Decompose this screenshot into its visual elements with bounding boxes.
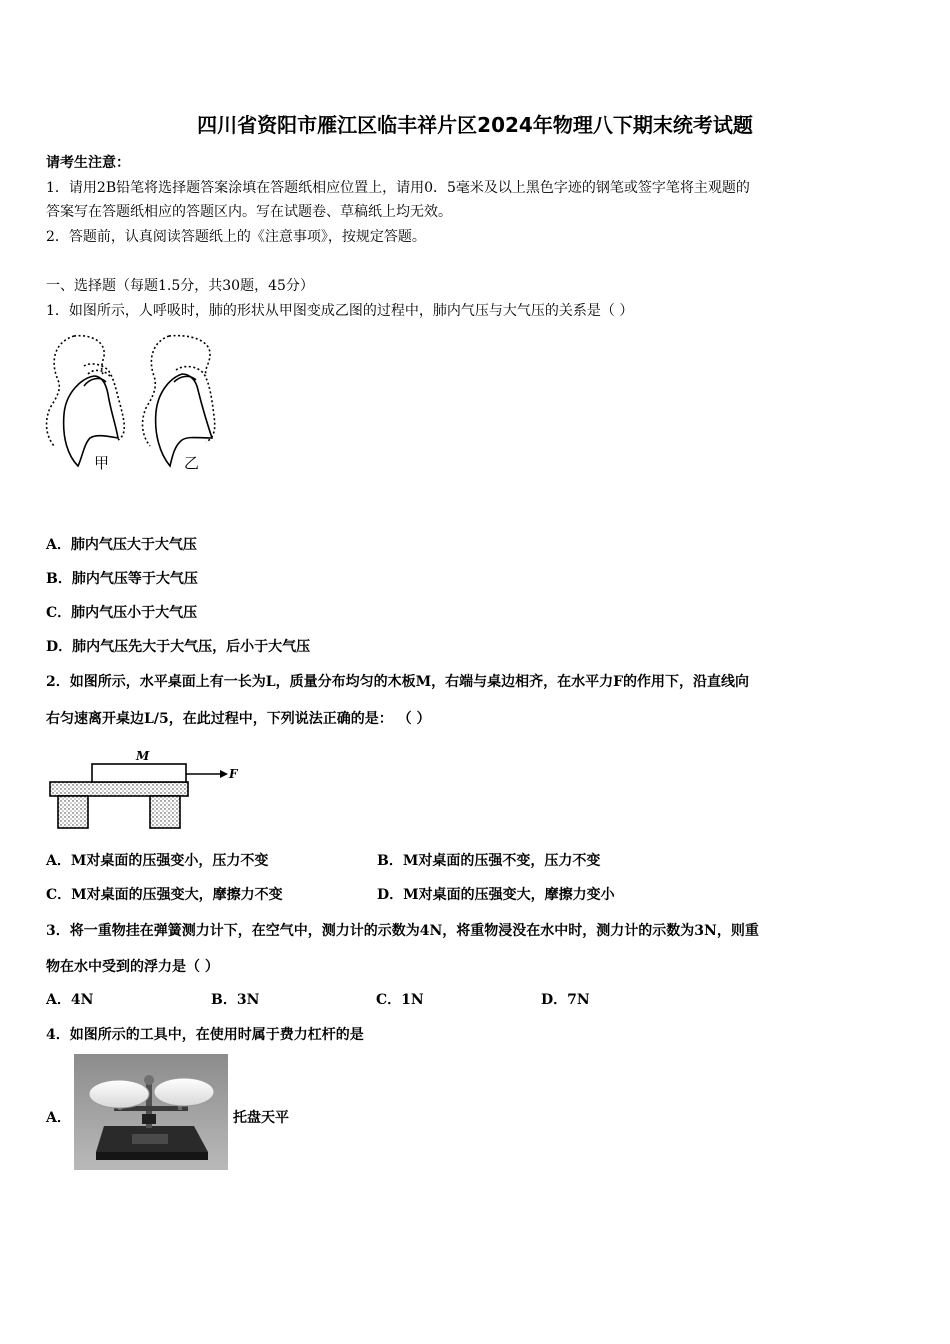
q3-option-a: A．4N [46, 992, 94, 1008]
q1-option-d: D．肺内气压先大于大气压，后小于大气压 [46, 639, 311, 655]
q1-option-a: A．肺内气压大于大气压 [46, 537, 197, 553]
q1-option-c: C．肺内气压小于大气压 [46, 605, 198, 621]
q2-stem-line-2: 右匀速离开桌边L/5，在此过程中，下列说法正确的是： （ ） [46, 711, 431, 727]
q1-option-b: B．肺内气压等于大气压 [46, 571, 198, 587]
table-top [50, 782, 188, 796]
table-leg-left [58, 796, 88, 828]
q4-stem: 4．如图所示的工具中，在使用时属于费力杠杆的是 [46, 1027, 364, 1043]
q2-option-a: A．M对桌面的压强变小，压力不变 [46, 853, 269, 869]
notice-line-2: 2．答题前，认真阅读答题纸上的《注意事项》，按规定答题。 [46, 229, 426, 245]
q3-option-c: C．1N [376, 992, 424, 1008]
q3-stem-line-1: 3．将一重物挂在弹簧测力计下，在空气中，测力计的示数为4N，将重物浸没在水中时，测力计的示数为3N，则重 [46, 923, 759, 939]
notice-line-1b: 答案写在答题纸相应的答题区内。写在试题卷、草稿纸上均无效。 [46, 204, 452, 220]
board-label-m: M [136, 749, 150, 763]
q2-option-d: D．M对桌面的压强变大，摩擦力变小 [377, 887, 615, 903]
notice-line-1: 1．请用2B铅笔将选择题答案涂填在答题纸相应位置上，请用0．5毫米及以上黑色字迹的钢笔或签字笔将主观题的 [46, 180, 750, 196]
q1-stem: 1．如图所示，人呼吸时，肺的形状从甲图变成乙图的过程中，肺内气压与大气压的关系是（ ） [46, 303, 634, 319]
q2-option-b: B．M对桌面的压强不变，压力不变 [377, 853, 601, 869]
board-m [92, 764, 186, 782]
q4-option-a-letter: A． [46, 1110, 71, 1126]
q3-stem-line-2: 物在水中受到的浮力是（ ） [46, 959, 219, 975]
section-heading: 一、选择题（每题1.5分，共30题，45分） [46, 278, 314, 294]
force-label-f: F [229, 767, 238, 781]
table-leg-right [150, 796, 180, 828]
lung-figure [44, 334, 222, 476]
tray-balance-photo [74, 1054, 228, 1170]
board-table-figure [44, 744, 244, 832]
q4-option-a-label: 托盘天平 [233, 1110, 289, 1126]
page-title: 四川省资阳市雁江区临丰祥片区2024年物理八下期末统考试题 [197, 113, 753, 137]
q3-option-d: D．7N [541, 992, 590, 1008]
notice-heading: 请考生注意： [46, 155, 130, 171]
lung-label-b: 乙 [184, 454, 200, 472]
q2-option-c: C．M对桌面的压强变大，摩擦力不变 [46, 887, 283, 903]
q3-option-b: B．3N [211, 992, 260, 1008]
q2-stem-line-1: 2．如图所示，水平桌面上有一长为L，质量分布均匀的木板M，右端与桌边相齐，在水平力F的作用下，沿直线向 [46, 674, 750, 690]
lung-label-a: 甲 [94, 454, 110, 472]
